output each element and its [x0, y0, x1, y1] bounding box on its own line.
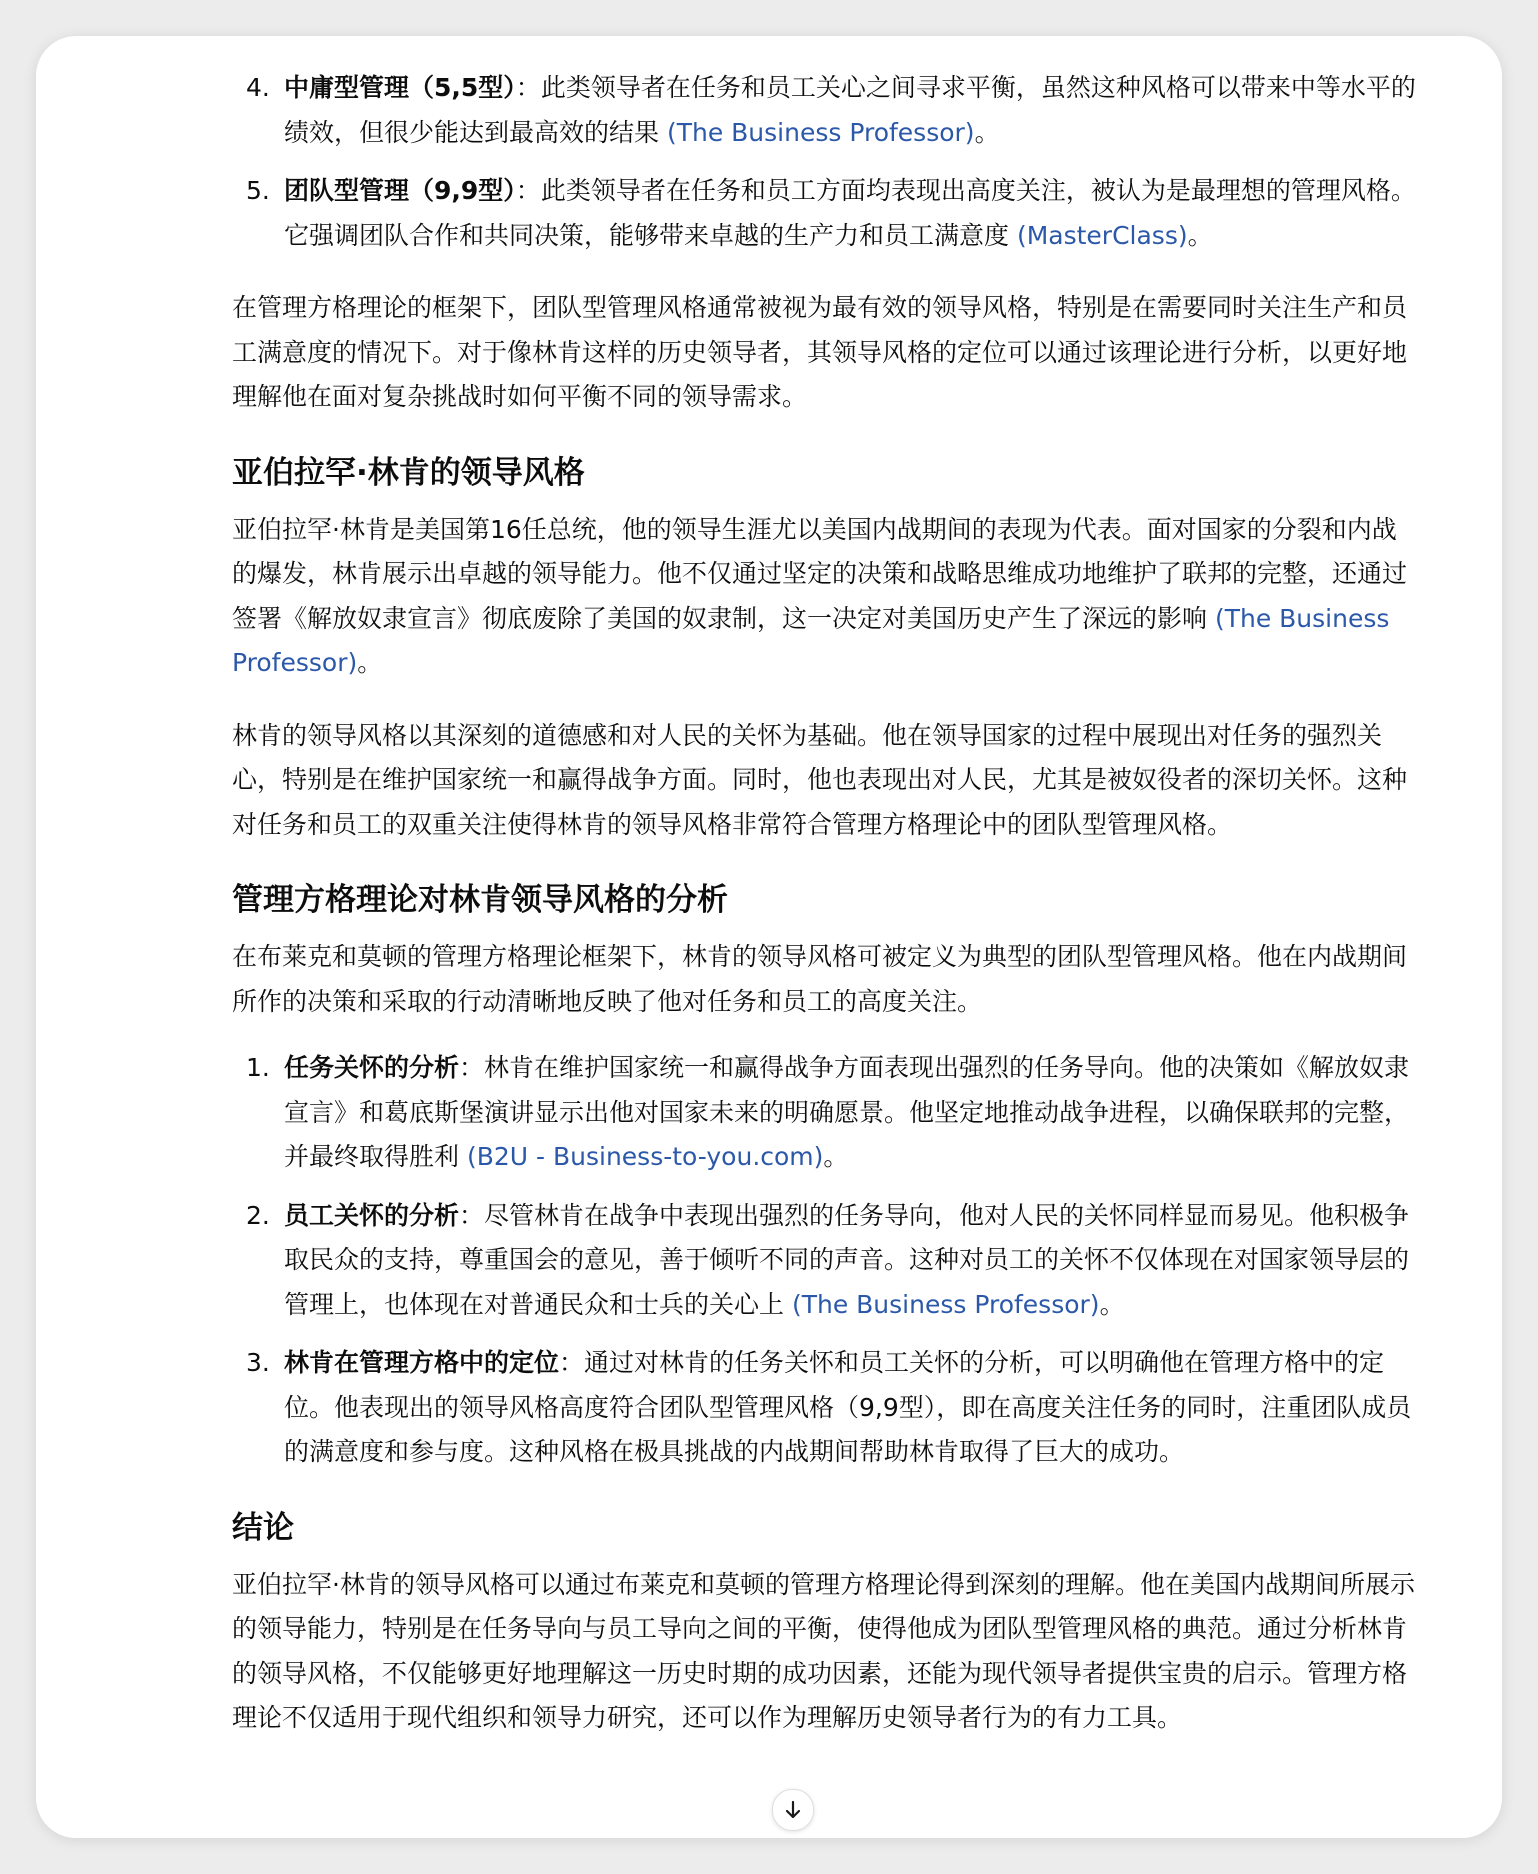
- list-item-title: 员工关怀的分析: [284, 1200, 460, 1230]
- chat-response-panel: [36, 36, 1502, 1838]
- source-link[interactable]: (B2U - Business-to-you.com): [466, 1142, 824, 1171]
- list-item: 1. 任务关怀的分析：林肯在维护国家统一和赢得战争方面表现出强烈的任务导向。他的决策如《解放奴隶宣言》和葛底斯堡演讲显示出他对国家未来的明确愿景。他坚定地推动战争进程，以确保联邦的完整，并最终取得胜利 (B2U - Business-to-you.com)。: [246, 1053, 1410, 1171]
- list-item: 4. 中庸型管理（5,5型）：此类领导者在任务和员工关心之间寻求平衡，虽然这种风格可以带来中等水平的绩效，但很少能达到最高效的结果 (The Business Professor)。: [246, 73, 1416, 147]
- list-item-title: 林肯在管理方格中的定位: [284, 1348, 560, 1377]
- section-heading-lincoln: 亚伯拉罕·林肯的领导风格: [232, 454, 585, 491]
- arrow-down-icon: [782, 1799, 804, 1821]
- conclusion-paragraph: 亚伯拉罕·林肯的领导风格可以通过布莱克和莫顿的管理方格理论得到深刻的理解。他在美国内战期间所展示的领导能力，特别是在任务导向与员工导向之间的平衡，使得他成为团队型管理风格的典范。通过分析林肯的领导风格，不仅能够更好地理解这一历史时期的成功因素，还能为现代领导者提供宝贵的启示。管理方格理论不仅适用于现代组织和领导力研究，还可以作为理解历史领导者行为的有力工具。: [232, 1569, 1415, 1732]
- list-item-title: 任务关怀的分析: [284, 1053, 460, 1082]
- source-link[interactable]: (The Business Professor): [232, 603, 1390, 677]
- source-link[interactable]: (The Business Professor): [791, 1289, 1100, 1319]
- analysis-list: [232, 1046, 1417, 1475]
- grid-styles-list: [232, 66, 1417, 258]
- analysis-intro: 在布莱克和莫顿的管理方格理论框架下，林肯的领导风格可被定义为典型的团队型管理风格。他在内战期间所作的决策和采取的行动清晰地反映了他对任务和员工的高度关注。: [232, 942, 1408, 1016]
- framework-paragraph: 在管理方格理论的框架下，团队型管理风格通常被视为最有效的领导风格，特别是在需要同时关注生产和员工满意度的情况下。对于像林肯这样的历史领导者，其领导风格的定位可以通过该理论进行分析，以更好地理解他在面对复杂挑战时如何平衡不同的领导需求。: [232, 293, 1408, 411]
- source-link[interactable]: (The Business Professor): [666, 117, 975, 147]
- source-link[interactable]: (MasterClass): [1016, 220, 1188, 250]
- list-item-title: 团队型管理（9,9型）: [284, 176, 516, 205]
- response-content: [232, 66, 1417, 1769]
- scroll-to-bottom-button[interactable]: [772, 1789, 814, 1831]
- list-item: 2. 员工关怀的分析：尽管林肯在战争中表现出强烈的任务导向，他对人民的关怀同样显而易见。他积极争取民众的支持，尊重国会的意见，善于倾听不同的声音。这种对员工的关怀不仅体现在对国家领导层的管理上，也体现在对普通民众和士兵的关心上 (The Business Professor)。: [246, 1200, 1410, 1319]
- list-item-title: 中庸型管理（5,5型）: [284, 73, 516, 102]
- section-heading-conclusion: 结论: [232, 1509, 294, 1546]
- list-item: 5. 团队型管理（9,9型）：此类领导者在任务和员工方面均表现出高度关注，被认为是最理想的管理风格。它强调团队合作和共同决策，能够带来卓越的生产力和员工满意度 (MasterClass)。: [246, 176, 1416, 250]
- lincoln-paragraph-2: 林肯的领导风格以其深刻的道德感和对人民的关怀为基础。他在领导国家的过程中展现出对任务的强烈关心，特别是在维护国家统一和赢得战争方面。同时，他也表现出对人民，尤其是被奴役者的深切关怀。这种对任务和员工的双重关注使得林肯的领导风格非常符合管理方格理论中的团队型管理风格。: [232, 720, 1408, 839]
- section-heading-analysis: 管理方格理论对林肯领导风格的分析: [232, 882, 728, 918]
- lincoln-paragraph-1: 亚伯拉罕·林肯是美国第16任总统，他的领导生涯尤以美国内战期间的表现为代表。面对国家的分裂和内战的爆发，林肯展示出卓越的领导能力。他不仅通过坚定的决策和战略思维成功地维护了联邦的完整，还通过签署《解放奴隶宣言》彻底废除了美国的奴隶制，这一决定对美国历史产生了深远的影响 (The Business Professor)。: [232, 514, 1408, 677]
- list-item: 3. 林肯在管理方格中的定位：通过对林肯的任务关怀和员工关怀的分析，可以明确他在管理方格中的定位。他表现出的领导风格高度符合团队型管理风格（9,9型），即在高度关注任务的同时，注重团队成员的满意度和参与度。这种风格在极具挑战的内战期间帮助林肯取得了巨大的成功。: [246, 1348, 1412, 1466]
